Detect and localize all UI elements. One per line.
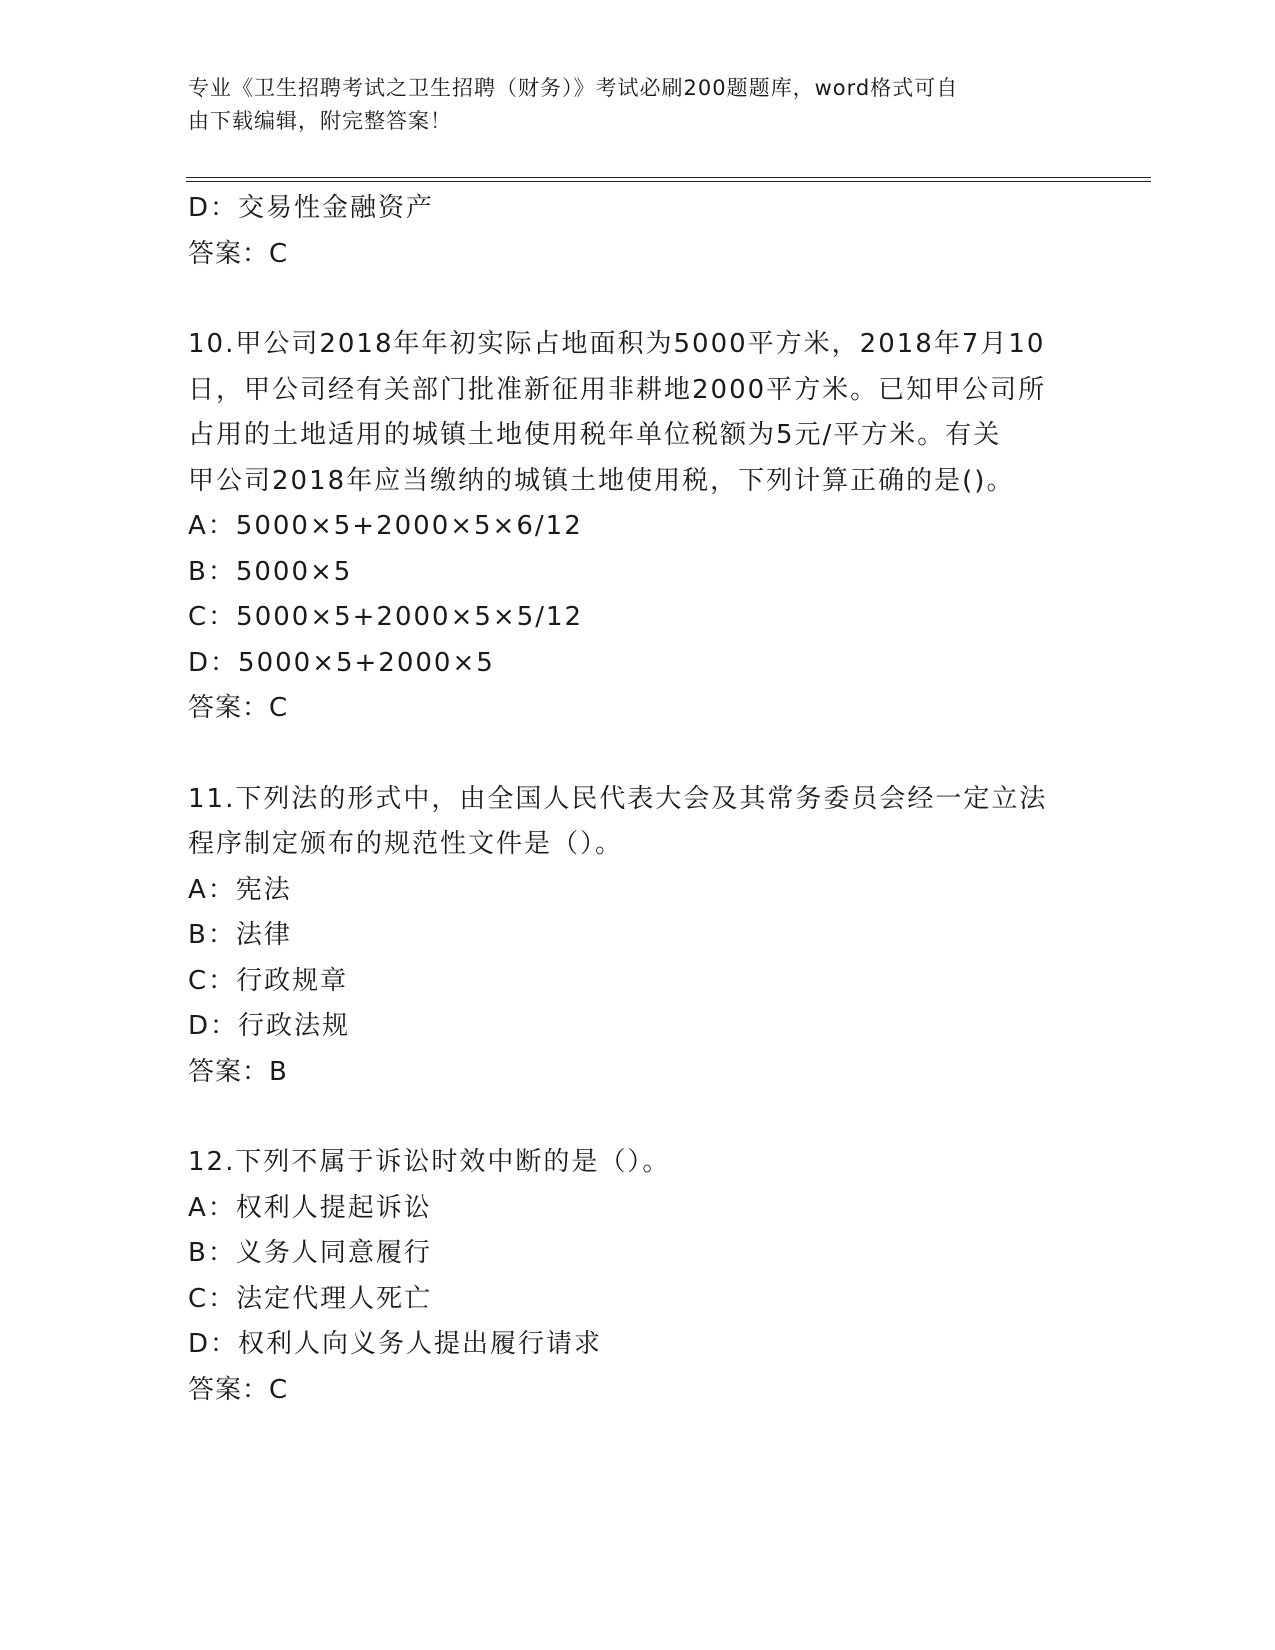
question-12-option-b: B：义务人同意履行 xyxy=(188,1238,432,1268)
question-10-stem-line: 占用的土地适用的城镇土地使用税年单位税额为5元/平方米。有关 xyxy=(188,420,1002,450)
question-10-option-d: D：5000×5+2000×5 xyxy=(188,647,495,678)
question-10-stem-line: 10.甲公司2018年年初实际占地面积为5000平方米，2018年7月10 xyxy=(188,329,1046,359)
question-10-option-c: C：5000×5+2000×5×5/12 xyxy=(188,602,584,632)
question-11-option-a: A：宪法 xyxy=(188,874,292,905)
question-11-option-b: B：法律 xyxy=(188,920,292,950)
spacer xyxy=(188,277,1088,322)
question-10-stem-line: 甲公司2018年应当缴纳的城镇土地使用税，下列计算正确的是()。 xyxy=(188,465,1015,496)
question-11-answer: 答案：B xyxy=(188,1056,288,1087)
header-title-line-1: 专业《卫生招聘考试之卫生招聘（财务）》考试必刷200题题库，word格式可自 xyxy=(188,76,959,100)
page-header xyxy=(188,72,1068,138)
question-11-stem-line: 11.下列法的形式中，由全国人民代表大会及其常务委员会经一定立法 xyxy=(188,783,1048,814)
question-10-answer: 答案：C xyxy=(188,693,289,723)
question-11-stem-line: 程序制定颁布的规范性文件是（）。 xyxy=(188,829,624,859)
question-12-stem-line: 12.下列不属于诉讼时效中断的是（）。 xyxy=(188,1147,671,1177)
question-10-option-b: B：5000×5 xyxy=(188,556,353,587)
previous-question-option-d: D：交易性金融资产 xyxy=(188,193,435,223)
question-10-option-a: A：5000×5+2000×5×6/12 xyxy=(188,511,583,541)
header-divider-top xyxy=(186,177,1151,178)
question-11-option-c: C：行政规章 xyxy=(188,965,349,996)
header-divider-bottom xyxy=(186,181,1151,182)
previous-question-answer: 答案：C xyxy=(188,238,289,269)
spacer xyxy=(188,1095,1088,1140)
question-block-10 xyxy=(188,322,1088,732)
header-title-line-2: 由下载编辑，附完整答案！ xyxy=(188,109,452,133)
question-10-stem-line: 日，甲公司经有关部门批准新征用非耕地2000平方米。已知甲公司所 xyxy=(188,374,1047,405)
question-12-option-c: C：法定代理人死亡 xyxy=(188,1283,433,1314)
question-list xyxy=(188,186,1088,1413)
question-12-option-d: D：权利人向义务人提出履行请求 xyxy=(188,1329,603,1359)
question-block-11 xyxy=(188,777,1088,1096)
question-block-12 xyxy=(188,1140,1088,1413)
spacer xyxy=(188,732,1088,777)
question-12-answer: 答案：C xyxy=(188,1374,289,1405)
question-12-option-a: A：权利人提起诉讼 xyxy=(188,1192,432,1223)
question-11-option-d: D：行政法规 xyxy=(188,1011,351,1041)
